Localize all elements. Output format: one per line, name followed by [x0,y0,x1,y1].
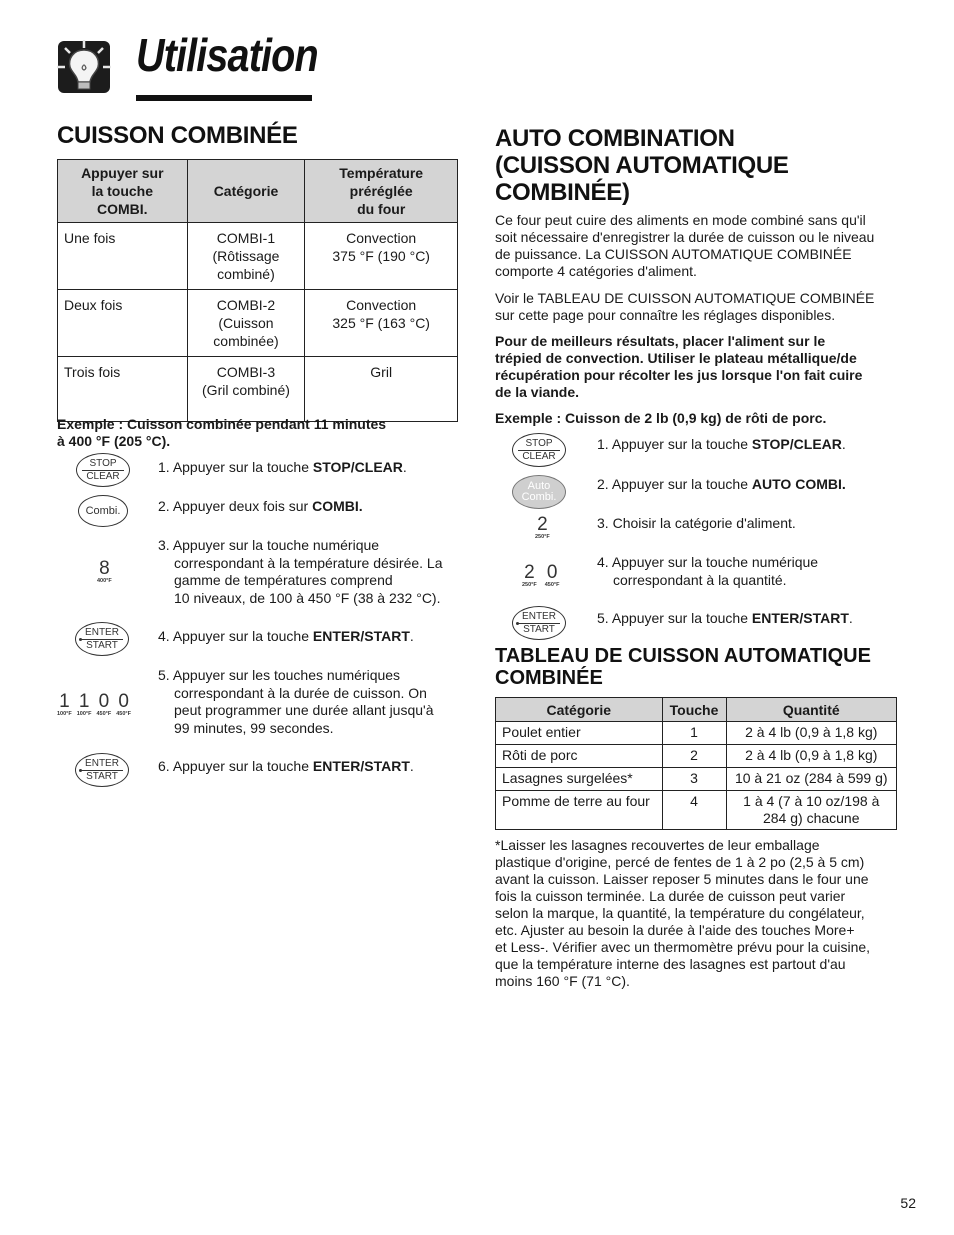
digit-2-icon: 2 250°F [535,514,550,540]
lightbulb-icon [55,38,113,96]
table-row [496,791,897,830]
header-temperature: Température préréglée du four [305,160,458,223]
table-row [496,722,897,745]
table-header-row [496,698,897,722]
combi-key-icon: Combi. [78,495,128,527]
left-step-4: 4. Appuyer sur la touche ENTER/START. [158,628,414,644]
key-cell: 4 [662,791,726,830]
category-cell: COMBI-3 (Gril combiné) [187,357,305,422]
section-title-auto-combination: AUTO COMBINATION (CUISSON AUTOMATIQUE COMBINÉE) [495,125,789,206]
auto-combi-table [495,697,897,830]
table-row [58,290,458,357]
temp-cell: Convection 325 °F (163 °C) [305,290,458,357]
table-row [58,223,458,290]
temp-cell: Convection 375 °F (190 °C) [305,223,458,290]
category-cell: Poulet entier [496,722,663,745]
right-step-2: 2. Appuyer sur la touche AUTO COMBI. [597,476,846,492]
enter-start-key-icon: ENTER START [75,622,129,656]
left-step-3: 3. Appuyer sur la touche numérique correspondant à la température désirée. La gamme de températures comprend 10 niveaux, de 100 à 450 °F (38 à 232 °C). [158,537,443,606]
quantity-cell: 2 à 4 lb (0,9 à 1,8 kg) [726,745,897,768]
category-cell: COMBI-2 (Cuisson combinée) [187,290,305,357]
page-title: Utilisation [136,29,318,81]
press-cell: Deux fois [58,290,188,357]
auto-intro: Ce four peut cuire des aliments en mode combiné sans qu'il soit nécessaire d'enregistrer la durée de cuisson ou le niveau de puissance. La CUISSON AUTOMATIQUE COMBINÉE comporte 4 catégories d'aliment. [495,212,875,279]
left-step-2: 2. Appuyer deux fois sur COMBI. [158,498,363,514]
right-example: Exemple : Cuisson de 2 lb (0,9 kg) de rôti de porc. [495,410,827,426]
enter-start-key-icon: ENTER START [512,606,566,640]
auto-combi-key-icon: Auto Combi. [512,475,566,509]
temp-cell: Gril [305,357,458,422]
right-step-3: 3. Choisir la catégorie d'aliment. [597,515,796,531]
header-key: Touche [662,698,726,722]
table-header-row [58,160,458,223]
key-cell: 1 [662,722,726,745]
digits-20-icon: 2 250°F 0 450°F [522,562,560,588]
lasagna-footnote: *Laisser les lasagnes recouvertes de leur emballage plastique d'origine, percé de fentes de 1 à 2 po (2,5 à 5 cm) avant la cuisson. Laisser reposer 5 minutes dans le four une fois la cuisson terminée. La durée de cuisson peut varier selon la marque, la quantité, la température du congélateur, etc. Ajuster au besoin la durée à l'aide des touches More+ et Less-. Vérifier avec un thermomètre prévu pour la cuisine, que la température interne des lasagnes est partout d'au moins 160 °F (71 °C). [495,837,871,989]
combi-table [57,159,458,422]
digits-1100-icon: 1 100°F 1 100°F 0 450°F 0 450°F [57,691,131,717]
category-cell: Pomme de terre au four [496,791,663,830]
header-quantity: Quantité [726,698,897,722]
table-row [58,357,458,422]
page-number: 52 [900,1195,916,1211]
table-row [496,768,897,791]
digit-8-icon: 8 400°F [97,558,112,584]
right-step-1: 1. Appuyer sur la touche STOP/CLEAR. [597,436,846,452]
category-cell: Rôti de porc [496,745,663,768]
left-step-1: 1. Appuyer sur la touche STOP/CLEAR. [158,459,407,475]
table-row [496,745,897,768]
key-cell: 2 [662,745,726,768]
see-table-text: Voir le TABLEAU DE CUISSON AUTOMATIQUE COMBINÉE sur cette page pour connaître les réglages disponibles. [495,290,875,323]
key-cell: 3 [662,768,726,791]
section-title-cuisson-combinee: CUISSON COMBINÉE [57,122,298,149]
press-cell: Trois fois [58,357,188,422]
category-cell: Lasagnes surgelées* [496,768,663,791]
press-cell: Une fois [58,223,188,290]
category-cell: COMBI-1 (Rôtissage combiné) [187,223,305,290]
quantity-cell: 1 à 4 (7 à 10 oz/198 à 284 g) chacune [726,791,897,830]
header-category: Catégorie [187,160,305,223]
auto-table-title: TABLEAU DE CUISSON AUTOMATIQUE COMBINÉE [495,645,871,689]
header-category: Catégorie [496,698,663,722]
title-underline [136,95,312,101]
quantity-cell: 2 à 4 lb (0,9 à 1,8 kg) [726,722,897,745]
left-step-5: 5. Appuyer sur les touches numériques correspondant à la durée de cuisson. On peut programmer une durée allant jusqu'à 99 minutes, 99 secondes. [158,667,434,736]
quantity-cell: 10 à 21 oz (284 à 599 g) [726,768,897,791]
left-step-6: 6. Appuyer sur la touche ENTER/START. [158,758,414,774]
enter-start-key-icon: ENTER START [75,753,129,787]
tip-text: Pour de meilleurs résultats, placer l'aliment sur le trépied de convection. Utiliser le plateau métallique/de récupération pour récolter les jus lorsque l'on fait cuire de la viande. [495,333,863,400]
stop-clear-key-icon: STOP CLEAR [512,433,566,467]
right-step-4: 4. Appuyer sur la touche numérique correspondant à la quantité. [597,554,819,588]
header-press: Appuyer sur la touche COMBI. [58,160,188,223]
left-example: Exemple : Cuisson combinée pendant 11 minutes à 400 °F (205 °C). [57,416,387,449]
stop-clear-key-icon: STOP CLEAR [76,453,130,487]
right-step-5: 5. Appuyer sur la touche ENTER/START. [597,610,853,626]
